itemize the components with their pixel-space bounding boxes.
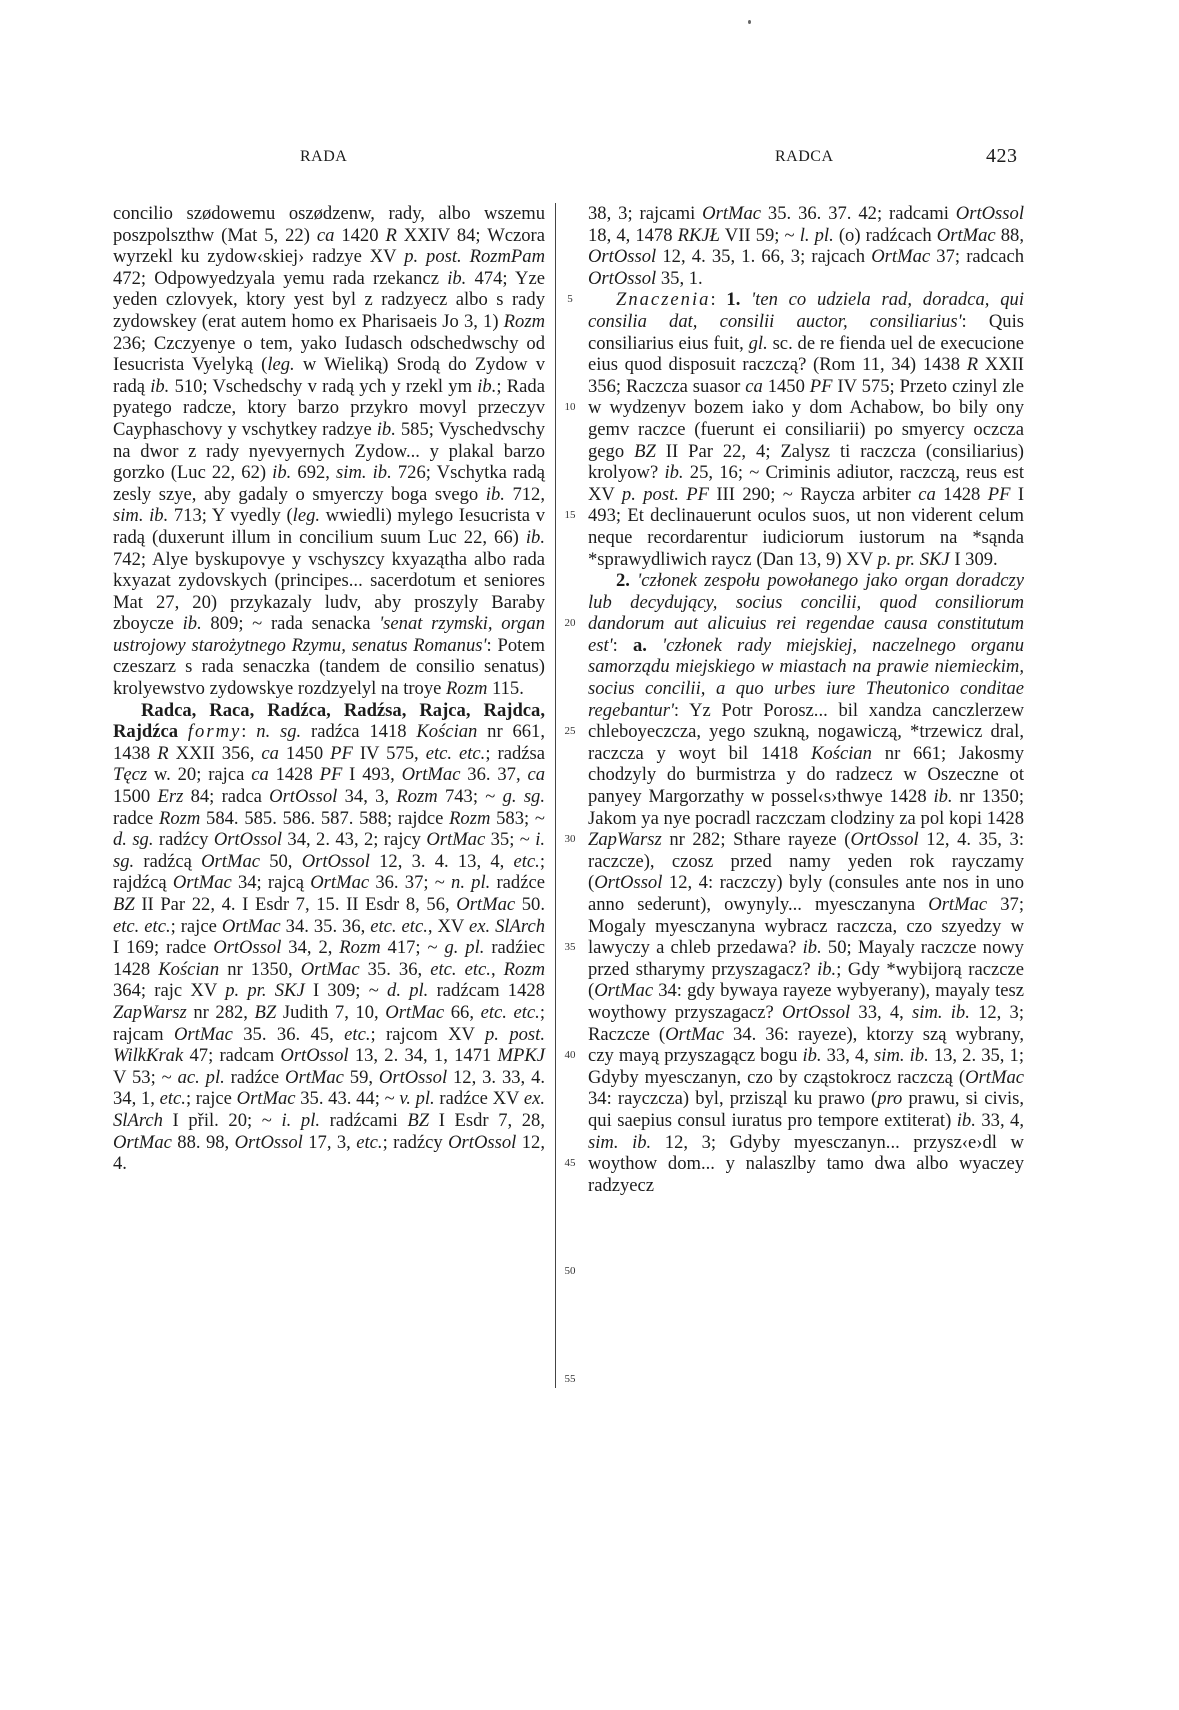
text-run: ib.	[485, 483, 505, 505]
text-run: I 493,	[342, 764, 402, 786]
text-run: OrtMac	[871, 246, 931, 268]
text-run: IV 575; Przeto czinyl zle w wydzenyv bozem iako y dom Achabow, bo bily ony gemv raczce (fuerunt ei consiliarii) po smyercy oczcza gego	[588, 375, 1025, 462]
text-run: sim. ib.	[912, 1001, 970, 1023]
printer-speck	[748, 20, 751, 24]
text-run: 34. 36: rayeze), ktorzy szą wybrany, czy mayą przyszagącz bogu	[588, 1023, 1024, 1067]
text-run: etc.	[159, 1088, 186, 1110]
text-run: PF	[809, 375, 833, 397]
text-run: 115.	[487, 678, 524, 700]
text-run: OrtOssol	[280, 1045, 349, 1067]
text-run: OrtOssol	[234, 1131, 303, 1153]
text-run: OrtOssol	[213, 829, 283, 851]
text-run: 34. 35. 36,	[280, 915, 371, 937]
text-run: radźce	[490, 872, 545, 894]
text-run: 35. 36. 45,	[232, 1023, 345, 1045]
text-run: radźiec 1428	[113, 937, 545, 980]
line-number: 40	[564, 1049, 576, 1062]
text-run: 35, 1.	[656, 267, 703, 289]
text-run: g. sg.	[502, 786, 546, 808]
right-column-paragraph	[588, 289, 1024, 570]
text-run: PF	[319, 764, 343, 786]
text-run: Rozm	[446, 678, 488, 700]
text-run: ib.	[182, 613, 202, 635]
text-run: OrtOssol	[588, 267, 657, 289]
text-run: 36. 37; ~	[369, 872, 452, 894]
text-run: ib.	[272, 462, 292, 484]
text-run: OrtMac	[456, 894, 516, 915]
line-number: 45	[564, 1157, 576, 1170]
text-run: 472; Odpowyedzyala yemu rada rzekancz	[113, 267, 448, 289]
text-run: d. sg.	[113, 829, 154, 851]
text-run: BZ	[254, 1001, 277, 1023]
text-run: etc.	[356, 1131, 383, 1153]
text-run: V 53; ~	[113, 1066, 178, 1088]
text-run: : Potem czeszarz s rada senaczka (tandem de consilio senatus) krolyewstvo zydowskye rozdzyelyl na troye	[113, 634, 545, 700]
text-run: ex. SlArch	[113, 1088, 546, 1131]
text-run: ib.	[933, 786, 953, 808]
text-run: sim. ib.	[113, 505, 169, 527]
text-run	[647, 635, 662, 656]
right-column-paragraph	[588, 203, 1024, 289]
text-run: Radca, Raca, Radźca, Radźsa, Rajca, Rajdca, Rajdźca	[113, 699, 545, 743]
text-run: ; radźsa	[485, 742, 545, 764]
text-run: 34, 2,	[281, 937, 340, 959]
text-run: nr 1350; Jakom ya nye pocradl raczczam clodziny za pol kopi 1428	[588, 786, 1025, 829]
text-run: , XV	[427, 915, 469, 937]
text-run: radce	[113, 807, 159, 829]
text-run: p. post. RozmPam	[404, 246, 546, 268]
text-run: 37; radcach	[930, 246, 1025, 268]
text-run: : Yz Potr Porosz... bil xandza canczlerzew chleboyeczcza, yego szukną, nogawiczą, *trzewicz dral, raczcza y woyt bil 1418	[588, 699, 1024, 764]
text-run: ZapWarsz	[588, 829, 662, 851]
text-run: ; radźcy	[382, 1131, 449, 1153]
text-run: 364; rajc XV	[113, 980, 226, 1002]
text-run: radźcą	[134, 850, 202, 872]
text-run	[740, 289, 751, 310]
text-run: 50.	[515, 894, 546, 915]
text-run: OrtOssol	[213, 937, 282, 959]
text-run: Znaczenia	[616, 289, 711, 311]
text-run: 'senat rzymski, organ ustrojowy starożytnego Rzymu, senatus Romanus'	[113, 613, 545, 656]
text-run: nr 661, 1438	[113, 721, 545, 764]
text-run: 474; Yze yeden czlovyek, ktory yest byl z radzyecz albo s rady zydowskey (erat autem homo ex Pharisaeis Jo 3, 1)	[113, 267, 545, 332]
text-run: etc. etc.	[430, 958, 491, 980]
text-run: ,	[490, 958, 504, 980]
line-number: 50	[564, 1265, 576, 1278]
text-run: OrtOssol	[269, 786, 338, 808]
text-run: I přil. 20; ~	[162, 1109, 282, 1131]
text-run: OrtMac	[665, 1023, 724, 1045]
text-run: 88,	[995, 224, 1024, 246]
text-run: 2.	[616, 570, 630, 592]
text-run: ca	[261, 742, 279, 764]
line-number: 10	[564, 401, 576, 414]
text-run: 584. 585. 586. 587. 588; rajdce	[200, 807, 450, 829]
text-run: 1450	[762, 375, 810, 397]
text-run: ca	[251, 764, 269, 786]
text-run: d. pl.	[387, 980, 429, 1002]
text-run: radźce	[224, 1066, 286, 1088]
text-run: II Par 22, 4. I Esdr 7, 15. II Esdr 8, 56,	[134, 894, 457, 915]
text-run: nr 282,	[186, 1001, 255, 1023]
text-run: PF	[987, 483, 1011, 505]
text-run: 'członek rady miejskiej, naczelnego organu samorządu miejskiego w miastach na prawie niemieckim, socius concilii, a quo urbes iure Theutonico conditae regebantur'	[588, 634, 1024, 721]
text-run: OrtOssol	[301, 850, 370, 872]
text-run: Kościan	[158, 958, 220, 980]
text-run: Judith 7, 10,	[276, 1001, 386, 1023]
text-run: OrtMac	[401, 764, 461, 786]
text-run: formy	[187, 721, 242, 743]
text-run: OrtMac	[928, 894, 988, 915]
text-run: OrtOssol	[782, 1001, 851, 1023]
text-run: etc. etc.	[370, 915, 428, 937]
text-run: OrtMac	[113, 1131, 172, 1153]
text-run: radźce XV	[434, 1088, 524, 1110]
text-run: Rozm	[396, 786, 438, 808]
text-run: 12, 3; Gdyby myesczanyn... przysz‹e›dl w woythow dom... y nalaszlby tamo dwa albo wyaczey radzyecz	[588, 1131, 1024, 1196]
text-run: 33, 4,	[821, 1045, 875, 1067]
text-run: 37; Mogaly myesczanyna wybracz raczcza, czo szyedzy w lawyczy a chleb przedawa?	[588, 894, 1024, 959]
text-run: 583; ~	[490, 807, 545, 829]
text-run: OrtMac	[594, 980, 654, 1002]
text-run: 510; Vschedschy v radą ych y rzekl ym	[169, 375, 478, 397]
text-run: :	[710, 289, 727, 311]
right-column	[588, 203, 1024, 1196]
text-run: etc.	[513, 850, 540, 872]
text-run: 34, 3,	[337, 786, 397, 808]
text-run: ib.	[150, 375, 170, 397]
text-run: 35; ~	[485, 829, 536, 851]
text-run: 13, 2. 35, 1; Gdyby myesczanyn, czo by cząstokrocz raczczą (	[588, 1045, 1024, 1088]
text-run: OrtOssol	[955, 203, 1024, 224]
text-run: ; rajce	[185, 1088, 237, 1110]
text-run: l. pl.	[799, 224, 834, 246]
text-run: pro	[877, 1088, 903, 1110]
text-run: 12, 3. 33, 4. 34, 1,	[113, 1066, 546, 1110]
left-column	[113, 203, 545, 1175]
text-run: : Quis consiliarius eius fuit,	[588, 310, 1024, 354]
text-run: concilio szødowemu oszødzenw, rady, albo wszemu poszpolszthw (Mat 5, 22)	[113, 203, 545, 246]
text-run: OrtOssol	[588, 246, 657, 268]
text-run: Erz	[157, 786, 184, 808]
text-run: ca	[918, 483, 936, 505]
text-run: ib.	[802, 937, 822, 959]
text-run: 84; radca	[183, 786, 270, 808]
text-run: 809; ~ rada senacka	[201, 613, 380, 635]
text-run: ; Gdy *wybijorą raczcze (	[588, 958, 1025, 1002]
text-run: 692,	[291, 462, 337, 484]
text-run: 35. 36. 37. 42; radcami	[761, 203, 956, 224]
column-divider	[555, 203, 556, 1388]
text-run: :	[241, 721, 257, 743]
text-run: OrtMac	[936, 224, 996, 246]
text-run: (o) radźcach	[833, 224, 937, 246]
text-run: p. pr. SKJ	[225, 980, 305, 1002]
text-run: OrtMac	[201, 850, 260, 872]
running-head-left: RADA	[300, 148, 348, 165]
text-run: ib.	[525, 526, 545, 548]
text-run: OrtMac	[221, 915, 281, 937]
right-column-paragraph	[588, 570, 1024, 1196]
text-run: i. pl.	[281, 1109, 321, 1131]
text-run: radźcy	[153, 829, 214, 851]
text-run: IV 575,	[352, 742, 426, 764]
text-run: 34: gdy bywaya rayeze wybyerany), mayaly tesz woythowy przyszagacz?	[588, 980, 1024, 1023]
text-run: etc. etc.	[113, 915, 171, 937]
text-run: Rozm	[503, 310, 545, 332]
text-run: BZ	[113, 894, 135, 915]
text-run: ac. pl.	[177, 1066, 225, 1088]
text-run: 726; Vschytka radą zesly szye, aby gadaly o smyerczy boga svego	[113, 462, 545, 505]
text-run: 33, 4,	[975, 1109, 1025, 1131]
text-run: 236; Czczyenye o tem, yako Iudasch odschedwschy od Iesucrista Vyelyką (	[113, 332, 545, 376]
text-run: VII 59; ~	[720, 224, 800, 246]
text-run: p. post. WilkKrak	[113, 1023, 545, 1067]
text-run: Kościan	[416, 721, 478, 743]
text-run: R	[385, 224, 397, 246]
text-run: XXIV 84; Wczora wyrzekl ku zydow‹skiej› radzye XV	[113, 224, 545, 268]
text-run: 12, 4: raczczy) byly (consules ante nos in uno anno sederunt), owynyly... myesczanyna	[588, 872, 1024, 915]
text-run: 34: rayczcza) byl, przisząl ku prawo (	[588, 1088, 878, 1110]
text-run: leg.	[292, 505, 321, 527]
text-run: w. 20; rajca	[147, 764, 252, 786]
text-run: ; rajcam	[113, 1001, 545, 1045]
line-number: 15	[564, 509, 576, 522]
text-run: R	[966, 354, 979, 376]
text-run: sim. ib.	[336, 462, 392, 484]
text-run: 38, 3; rajcami	[588, 203, 703, 224]
text-run: ZapWarsz	[113, 1001, 187, 1023]
text-run: wwiedli) mylego Iesucrista v radą (duxerunt illum in concilium suum Luc 22, 66)	[113, 505, 545, 548]
text-run: I 493; Et declinauerunt oculos suos, ut non viderent celum neque recordarentur iudiciorum iustorum na *sąnda *sprawydliwich raycz (Dan 13, 9) XV	[588, 483, 1025, 570]
text-run: 12, 3. 4. 13, 4,	[369, 850, 514, 872]
text-run: leg.	[267, 354, 295, 376]
text-run: I 309.	[949, 548, 998, 570]
text-run: 1500	[113, 786, 158, 808]
text-run: radźcami	[320, 1109, 408, 1131]
text-run: 50; Mayaly raczcze nowy przed stharymy przyszagacz?	[588, 937, 1024, 980]
text-run: OrtMac	[300, 958, 360, 980]
text-run: I 169; radce	[113, 937, 214, 959]
text-run: nr 661; Jakosmy chodzyly do burmistrza y do radzecz w Oszeczne ot panyey Margorzathy w possel‹s›thwye 1428	[588, 742, 1024, 808]
text-run: 1428	[268, 764, 320, 786]
text-run: 36. 37,	[460, 764, 528, 786]
text-run: 47; radcam	[183, 1045, 281, 1067]
text-run: OrtOssol	[594, 872, 663, 894]
text-run: ca	[745, 375, 763, 397]
text-run: 12, 3; Raczcze (	[588, 1001, 1024, 1045]
text-run: Rozm	[503, 958, 545, 980]
line-number: 25	[564, 725, 576, 738]
page-number: 423	[986, 145, 1018, 167]
left-column-paragraph	[113, 700, 545, 1175]
text-run: 13, 2. 34, 1, 1471	[348, 1045, 498, 1067]
text-run: etc. etc.	[425, 742, 486, 764]
text-run: OrtOssol	[850, 829, 919, 851]
text-run: 12, 4.	[113, 1131, 545, 1175]
text-run: ; rajce	[170, 915, 222, 937]
text-run: ib.	[956, 1109, 976, 1131]
line-number: 55	[564, 1373, 576, 1386]
text-run: OrtMac	[172, 872, 232, 894]
text-run: Kościan	[811, 742, 872, 764]
text-run: ; rajcom XV	[370, 1023, 485, 1045]
text-run: 34, 2. 43, 2; rajcy	[282, 829, 427, 851]
text-run: BZ	[407, 1109, 430, 1131]
text-run: 88. 98,	[171, 1131, 235, 1153]
text-run: i. sg.	[113, 829, 546, 872]
line-number: 35	[564, 941, 576, 954]
text-run: nr 282; Sthare rayeze (	[661, 829, 851, 851]
text-run: ib.	[802, 1045, 822, 1067]
text-run: OrtMac	[236, 1088, 296, 1110]
left-column-paragraph	[113, 203, 545, 700]
text-run: 59,	[343, 1066, 379, 1088]
text-run: OrtMac	[702, 203, 762, 224]
text-run: ca	[316, 224, 335, 246]
text-run: BZ	[634, 440, 656, 462]
text-run: 743; ~	[437, 786, 503, 808]
text-run: 25, 16; ~ Criminis adiutor, raczczą, reus est XV	[588, 462, 1025, 505]
text-run: 1420	[334, 224, 386, 246]
text-run: n. sg.	[256, 721, 302, 743]
text-run: XXII 356,	[168, 742, 262, 764]
text-run: w Wieliką) Srodą do Zydow v radą	[113, 354, 545, 397]
text-run: I Esdr 7, 28,	[429, 1109, 545, 1131]
text-run: ex. SlArch	[468, 915, 545, 937]
text-run: 585; Vyschedvschy na dwor z rady nyevyernych Zydow... y plakal barzo gorzko (Luc 22, 62)	[113, 418, 545, 484]
running-head-right: RADCA	[775, 148, 834, 165]
text-run: 66,	[444, 1001, 481, 1023]
text-run: a.	[632, 634, 647, 656]
text-run: 33, 4,	[850, 1001, 913, 1023]
text-run: OrtMac	[426, 829, 486, 851]
text-run: XXII 356; Raczcza suasor	[588, 354, 1024, 397]
text-run: ca	[527, 764, 546, 786]
text-run	[178, 721, 188, 742]
text-run: II Par 22, 4; Zalysz ti raczcza (consiliarius) krolyow?	[588, 440, 1025, 484]
text-run: ib.	[376, 418, 396, 440]
text-run: prawu, si civis, qui saepius consul iuratus pro tempore extiterat)	[588, 1088, 1024, 1131]
text-run: etc. etc.	[480, 1001, 540, 1023]
text-run: 712,	[504, 483, 545, 505]
text-run: Rozm	[449, 807, 491, 829]
text-run: RKJŁ	[677, 224, 721, 246]
text-run: sim. ib.	[588, 1131, 652, 1153]
text-run: 'członek zespołu powołanego jako organ doradczy lub decydujący, socius concilii, quod consiliorum dandorum aut alicuius rei regendae causa constitutum est'	[588, 570, 1024, 656]
text-run: OrtMac	[385, 1001, 445, 1023]
text-run: Rozm	[158, 807, 201, 829]
text-run: 12, 4. 35, 3: raczcze), czosz przed namy yeden rok rayczamy (	[588, 829, 1024, 894]
text-run: III 290; ~ Raycza arbiter	[708, 483, 919, 505]
text-run: ib.	[817, 958, 837, 980]
text-run: v. pl.	[399, 1088, 435, 1110]
text-run: n. pl.	[451, 872, 491, 894]
text-run: 12, 4. 35, 1. 66, 3; rajcach	[656, 246, 872, 268]
text-run: 35. 36,	[359, 958, 431, 980]
text-run: I 309; ~	[304, 980, 388, 1002]
text-run: g. pl.	[444, 937, 485, 959]
text-run: 17, 3,	[302, 1131, 357, 1153]
text-run: ; Rada pyatego radcze, ktory barzo przykro movyl przeczyv Cayphaschovy y vschytkey radzye	[113, 375, 545, 440]
text-run: 'ten co udziela rad, doradca, qui consilia dat, consilii auctor, consiliarius'	[588, 289, 1024, 332]
text-run: OrtOssol	[378, 1066, 448, 1088]
text-run: ib.	[477, 375, 497, 397]
text-run: PF	[330, 742, 353, 764]
text-run: etc.	[344, 1023, 371, 1045]
text-run: OrtMac	[285, 1066, 344, 1088]
text-run: 35. 43. 44; ~	[295, 1088, 400, 1110]
text-run: OrtMac	[173, 1023, 233, 1045]
text-run: sim. ib.	[874, 1045, 929, 1067]
text-run: 742; Alye byskupovye y vschyszcy kxyazątha albo rada kxyazat zydovskych (principes... sacerdotum et seniores Mat 27, 20) przykazaly ludv, aby proszyly Baraby zboycze	[113, 548, 545, 635]
text-run: 713; Y vyedly (	[168, 505, 293, 527]
text-run: 1.	[726, 289, 741, 311]
text-run: 1450	[278, 742, 331, 764]
text-run: gl.	[748, 332, 768, 354]
text-run: OrtOssol	[448, 1131, 517, 1153]
text-run: OrtMac	[965, 1066, 1024, 1088]
text-run: OrtMac	[310, 872, 370, 894]
text-run: ; rajdźcą	[113, 850, 546, 894]
text-run: p. post. PF	[621, 483, 709, 505]
text-run: MPKJ	[497, 1045, 546, 1067]
text-run: ib.	[664, 462, 684, 484]
text-run: 1428	[935, 483, 988, 505]
text-run: 50,	[260, 850, 302, 872]
line-number: 30	[564, 833, 576, 846]
text-run: sc. de re fienda uel de execucione eius quod disposuit raczczą? (Rom 11, 34) 1438	[588, 332, 1024, 376]
text-run: 417; ~	[380, 937, 445, 959]
text-run: Rozm	[339, 937, 381, 959]
text-run: 18, 4, 1478	[588, 224, 678, 246]
line-number: 20	[564, 617, 576, 630]
text-run: radźca 1418	[301, 721, 417, 743]
text-run: ib.	[447, 267, 467, 289]
text-run: Tęcz	[113, 764, 148, 786]
line-number: 5	[567, 293, 573, 306]
text-run: nr 1350,	[219, 958, 301, 980]
text-run: radźcam 1428	[428, 980, 545, 1002]
text-run: 34; rajcą	[231, 872, 311, 894]
text-run: :	[612, 634, 633, 656]
text-run: p. pr. SKJ	[877, 548, 950, 570]
text-run: R	[157, 742, 169, 764]
